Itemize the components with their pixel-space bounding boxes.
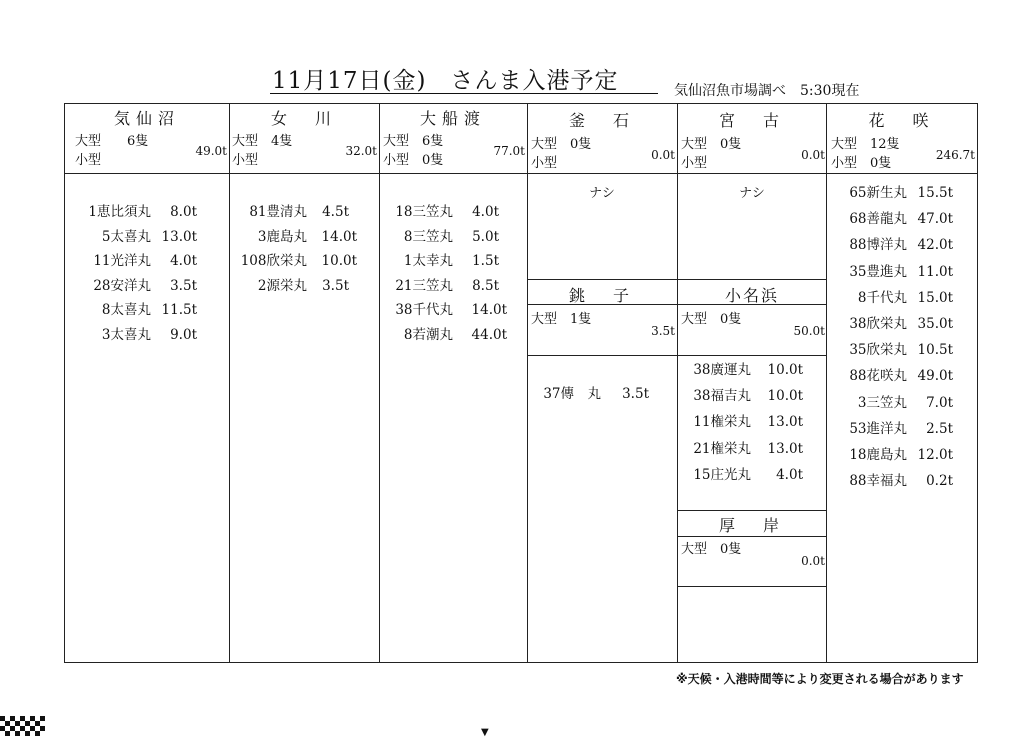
vessel-tons: 4.0t — [170, 253, 197, 269]
vessel-row — [65, 274, 197, 299]
vessel-tons: 12.0t — [917, 447, 953, 464]
vessel-tons: 15.0t — [917, 289, 953, 306]
vessel-name: 35欣栄丸 — [849, 342, 907, 359]
vessel-tons: 49.0t — [917, 368, 953, 385]
vessel-tons: 11.0t — [917, 263, 953, 280]
port-kamaishi-large: 大型 0隻 — [531, 137, 592, 152]
vessel-name: 8太喜丸 — [101, 302, 151, 318]
vessel-name: 88幸福丸 — [849, 473, 907, 490]
port-hanasaki-header: 花 咲 — [868, 111, 935, 130]
port-choshi-large: 大型 1隻 — [531, 312, 592, 327]
vessel-row — [541, 382, 649, 407]
vessel-name: 8若潮丸 — [403, 326, 453, 343]
vessel-row — [829, 442, 953, 468]
vessel-row — [829, 337, 953, 363]
port-kamaishi-header: 釜 石 — [568, 111, 635, 130]
vessel-name: 37傳 丸 — [543, 386, 601, 402]
vessel-row — [829, 468, 953, 494]
vessel-name: 68善龍丸 — [849, 211, 907, 228]
port-onagawa-large: 大型 4隻 — [232, 134, 293, 149]
vessel-name: 3太喜丸 — [101, 326, 151, 343]
checker-pattern — [0, 716, 46, 738]
vessel-row — [679, 357, 803, 383]
vessel-row — [65, 298, 197, 323]
vessel-row — [829, 180, 953, 206]
survey-note: 気仙沼魚市場調べ 5:30現在 — [674, 83, 860, 99]
vessel-row — [829, 206, 953, 232]
vessel-row — [381, 274, 507, 299]
section-divider — [677, 536, 827, 537]
port-hanasaki-vessels — [829, 180, 953, 494]
port-onahama-total: 50.0t — [793, 324, 825, 338]
port-onagawa-vessels — [231, 200, 357, 298]
vessel-tons: 3.5t — [322, 277, 349, 294]
vessel-tons: 4.0t — [472, 204, 499, 220]
column-divider — [379, 104, 380, 662]
vessel-tons: 1.5t — [472, 253, 499, 269]
vessel-name: 35豊進丸 — [849, 263, 907, 280]
section-divider — [527, 355, 827, 356]
port-onagawa-total: 32.0t — [345, 144, 377, 158]
vessel-row — [65, 200, 197, 225]
vessel-name: 65新生丸 — [849, 185, 907, 201]
vessel-row — [829, 285, 953, 311]
port-onagawa-header: 女 川 — [270, 109, 337, 128]
vessel-tons: 0.2t — [926, 473, 953, 490]
vessel-tons: 35.0t — [917, 316, 953, 333]
port-kesennuma-total: 49.0t — [195, 144, 227, 158]
vessel-row — [65, 225, 197, 250]
vessel-name: 5太喜丸 — [101, 228, 151, 245]
vessel-tons: 3.5t — [622, 386, 649, 402]
vessel-name: 8千代丸 — [857, 289, 907, 306]
vessel-name: 38福吉丸 — [693, 388, 751, 405]
vessel-name: 88博洋丸 — [849, 237, 907, 254]
port-onagawa-small: 小型 — [232, 153, 259, 168]
vessel-tons: 15.5t — [917, 185, 953, 201]
vessel-row — [381, 200, 507, 225]
vessel-tons: 8.5t — [472, 277, 499, 294]
port-akkeshi-header: 厚 岸 — [718, 516, 785, 535]
port-miyako-none: ナシ — [739, 186, 765, 201]
vessel-tons: 7.0t — [926, 394, 953, 411]
vessel-name: 38廣運丸 — [693, 362, 751, 378]
vessel-tons: 3.5t — [170, 277, 197, 294]
vessel-name: 108欣栄丸 — [240, 253, 307, 269]
vessel-name: 21権栄丸 — [693, 440, 751, 457]
vessel-row — [829, 416, 953, 442]
vessel-name: 8三笠丸 — [403, 228, 453, 245]
port-kamaishi-small: 小型 — [531, 156, 558, 171]
vessel-tons: 13.0t — [767, 414, 803, 431]
vessel-tons: 8.0t — [170, 204, 197, 220]
port-kesennuma-large: 大型 6隻 — [75, 134, 149, 149]
vessel-name: 3三笠丸 — [857, 394, 907, 411]
vessel-row — [829, 232, 953, 258]
landing-schedule-table — [64, 103, 978, 663]
port-kesennuma-header: 気仙沼 — [113, 109, 180, 128]
vessel-row — [65, 323, 197, 348]
vessel-row — [231, 249, 357, 274]
vessel-tons: 10.0t — [321, 253, 357, 269]
vessel-name: 21三笠丸 — [395, 277, 453, 294]
vessel-name: 38欣栄丸 — [849, 316, 907, 333]
vessel-tons: 14.0t — [471, 302, 507, 318]
page-title: 11月17日(金) さんま入港予定 — [272, 68, 619, 94]
vessel-row — [381, 298, 507, 323]
vessel-row — [829, 259, 953, 285]
vessel-row — [829, 363, 953, 389]
port-choshi-header: 銚 子 — [568, 286, 635, 305]
vessel-name: 11光洋丸 — [93, 253, 151, 269]
port-ofunato-header: 大船渡 — [419, 109, 486, 128]
vessel-row — [381, 225, 507, 250]
port-hanasaki-large: 大型 12隻 — [831, 137, 900, 152]
vessel-tons: 10.0t — [767, 362, 803, 378]
port-ofunato-total: 77.0t — [493, 144, 525, 158]
vessel-row — [679, 409, 803, 435]
vessel-tons: 5.0t — [472, 228, 499, 245]
vessel-name: 88花咲丸 — [849, 368, 907, 385]
column-divider — [229, 104, 230, 662]
port-kesennuma-small: 小型 — [75, 153, 102, 168]
port-miyako-small: 小型 — [681, 156, 708, 171]
vessel-name: 38千代丸 — [395, 302, 453, 318]
vessel-row — [65, 249, 197, 274]
port-miyako-large: 大型 0隻 — [681, 137, 742, 152]
port-miyako-total: 0.0t — [801, 148, 825, 162]
summary-divider — [65, 173, 977, 174]
vessel-row — [679, 383, 803, 409]
port-akkeshi-large: 大型 0隻 — [681, 542, 742, 557]
title-underline — [270, 93, 658, 94]
vessel-name: 11権栄丸 — [693, 414, 751, 431]
port-onahama-vessels — [679, 357, 803, 488]
port-akkeshi-total: 0.0t — [801, 554, 825, 568]
port-choshi-vessels — [541, 382, 649, 407]
vessel-row — [231, 200, 357, 225]
vessel-name: 3鹿島丸 — [257, 228, 307, 245]
port-hanasaki-total: 246.7t — [935, 148, 975, 162]
vessel-tons: 11.5t — [161, 302, 197, 318]
vessel-tons: 47.0t — [917, 211, 953, 228]
vessel-tons: 42.0t — [917, 237, 953, 254]
section-divider — [677, 510, 827, 511]
vessel-row — [231, 274, 357, 299]
vessel-row — [231, 225, 357, 250]
vessel-row — [829, 311, 953, 337]
disclaimer-note: ※天候・入港時間等により変更される場合があります — [676, 672, 964, 686]
vessel-tons: 14.0t — [321, 228, 357, 245]
port-choshi-total: 3.5t — [651, 324, 675, 338]
section-divider — [677, 586, 827, 587]
vessel-name: 18鹿島丸 — [849, 447, 907, 464]
vessel-tons: 9.0t — [170, 326, 197, 343]
vessel-tons: 10.0t — [767, 388, 803, 405]
vessel-row — [381, 323, 507, 348]
port-ofunato-small: 小型 0隻 — [383, 153, 444, 168]
vessel-tons: 2.5t — [926, 420, 953, 437]
vessel-row — [381, 249, 507, 274]
port-kamaishi-total: 0.0t — [651, 148, 675, 162]
port-hanasaki-small: 小型 0隻 — [831, 156, 892, 171]
vessel-tons: 13.0t — [767, 440, 803, 457]
section-divider — [527, 279, 827, 280]
vessel-tons: 44.0t — [471, 326, 507, 343]
vessel-tons: 4.5t — [322, 204, 349, 220]
vessel-row — [679, 436, 803, 462]
port-ofunato-large: 大型 6隻 — [383, 134, 444, 149]
vessel-name: 28安洋丸 — [93, 277, 151, 294]
vessel-name: 15庄光丸 — [693, 466, 751, 483]
vessel-tons: 4.0t — [776, 466, 803, 483]
port-onahama-header: 小名浜 — [724, 286, 779, 305]
port-kamaishi-none: ナシ — [589, 186, 615, 201]
port-ofunato-vessels — [381, 200, 507, 347]
vessel-name: 1太幸丸 — [403, 253, 453, 269]
vessel-tons: 13.0t — [161, 228, 197, 245]
port-kesennuma-vessels — [65, 200, 197, 347]
vessel-row — [829, 390, 953, 416]
vessel-name: 81豊清丸 — [249, 204, 307, 220]
vessel-name: 53進洋丸 — [849, 420, 907, 437]
vessel-name: 1恵比須丸 — [88, 204, 151, 220]
triangle-down-icon: ▼ — [481, 727, 489, 738]
vessel-tons: 10.5t — [917, 342, 953, 359]
vessel-name: 2源栄丸 — [257, 277, 307, 294]
port-miyako-header: 宮 古 — [718, 111, 785, 130]
vessel-name: 18三笠丸 — [395, 204, 453, 220]
vessel-row — [679, 462, 803, 488]
port-onahama-large: 大型 0隻 — [681, 312, 742, 327]
